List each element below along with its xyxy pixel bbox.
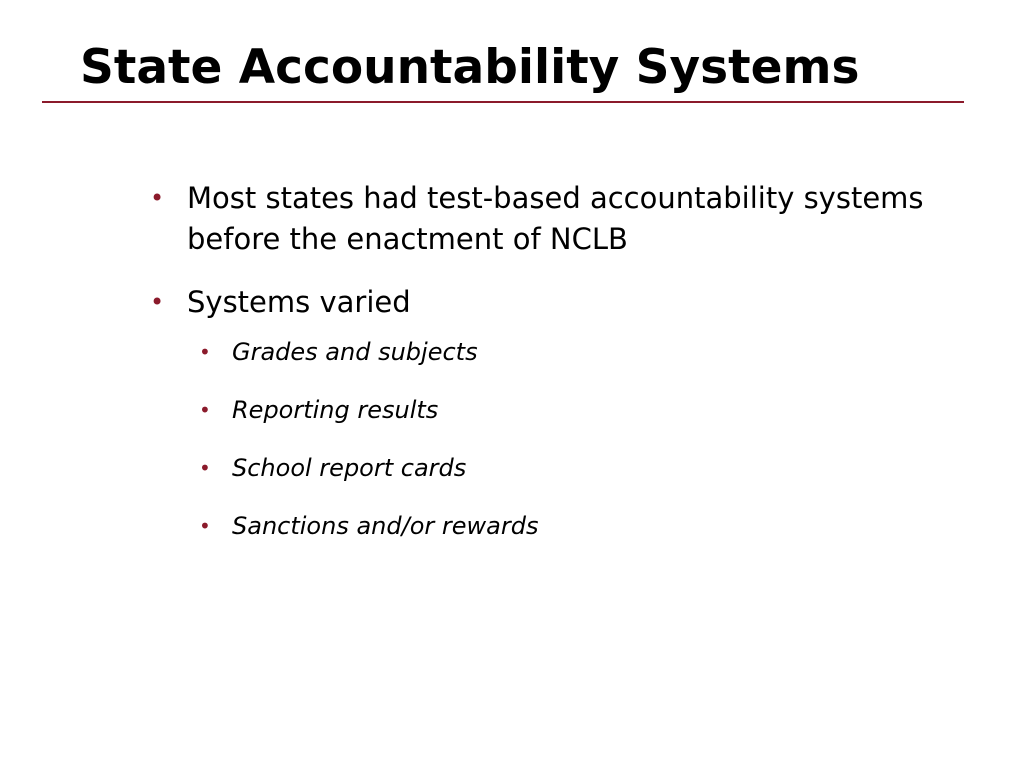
sub-bullet-text: Grades and subjects — [232, 338, 478, 366]
sub-bullet-item — [199, 393, 950, 427]
sub-bullet-list — [187, 335, 950, 543]
bullet-item — [150, 178, 950, 260]
bullet-dot-icon: • — [199, 398, 211, 422]
sub-bullet-text: School report cards — [232, 454, 467, 482]
sub-bullet-text: Reporting results — [232, 396, 439, 424]
bullet-dot-icon: • — [150, 184, 165, 212]
sub-bullet-text: Sanctions and/or rewards — [232, 512, 539, 540]
bullet-dot-icon: • — [199, 456, 211, 480]
bullet-dot-icon: • — [150, 288, 165, 316]
bullet-item — [150, 282, 950, 543]
sub-bullet-item — [199, 335, 950, 369]
bullet-list — [150, 178, 950, 567]
slide-title: State Accountability Systems — [80, 40, 860, 95]
sub-bullet-item — [199, 451, 950, 485]
bullet-text: Systems varied — [187, 285, 411, 319]
title-divider — [42, 101, 964, 103]
bullet-dot-icon: • — [199, 340, 211, 364]
bullet-text: Most states had test-based accountability systems before the enactment of NCLB — [187, 181, 924, 256]
bullet-dot-icon: • — [199, 514, 211, 538]
sub-bullet-item — [199, 509, 950, 543]
